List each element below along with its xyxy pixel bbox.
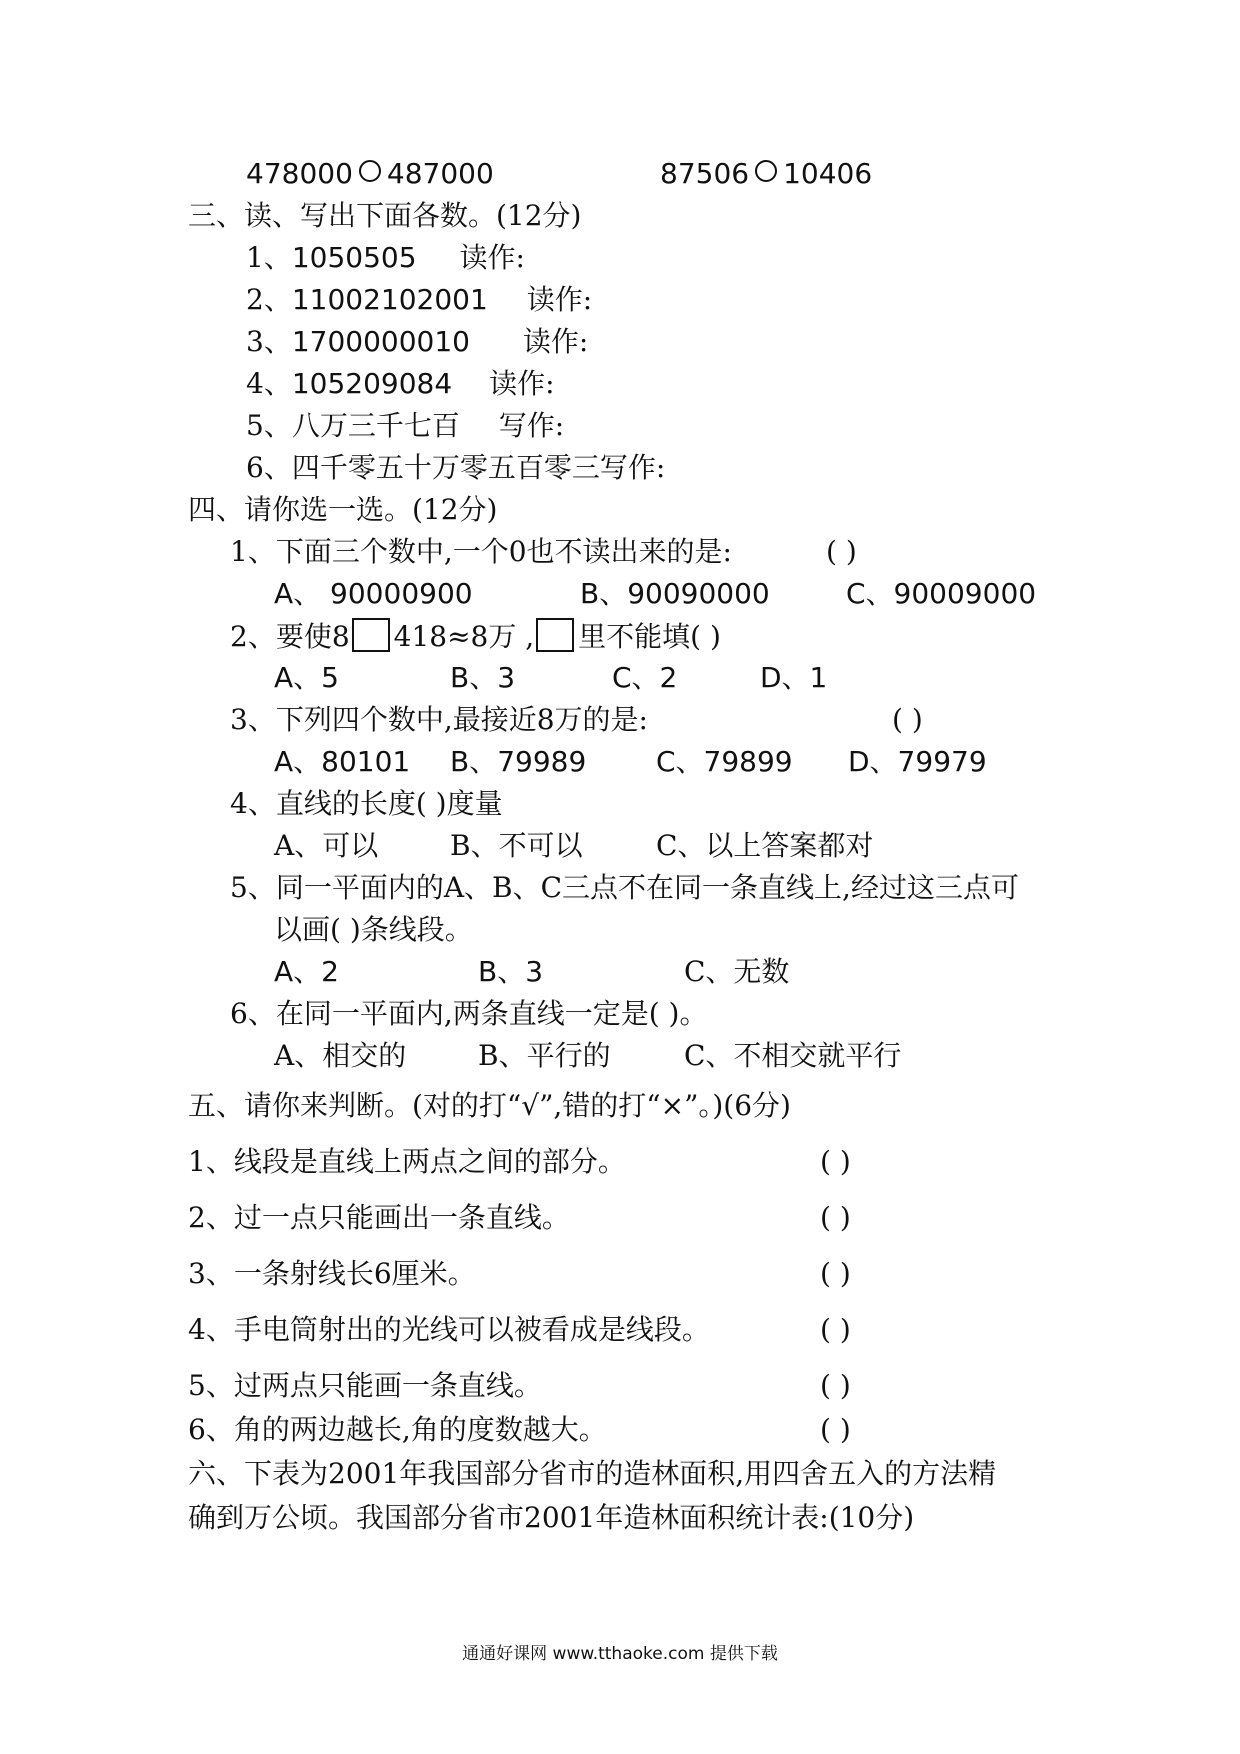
s5-item-1: 1、线段是直线上两点之间的部分。 [188,1145,626,1178]
s5-item-4: 4、手电筒射出的光线可以被看成是线段。 [188,1313,710,1346]
s4-q1-opt-b: B、90090000 [580,577,770,610]
s4-q4-opt-a: A、可以 [274,829,379,862]
s4-q6-text: 6、在同一平面内,两条直线一定是( )。 [230,997,708,1030]
s5-item-2: 2、过一点只能画出一条直线。 [188,1201,570,1234]
item-action: 读作: [522,325,589,358]
blank-box [352,618,390,652]
item-action: 读作: [459,241,525,274]
item-number: 5、 [246,409,292,442]
s4-q5-opt-c: C、无数 [684,955,790,988]
item-action: 写作: [599,451,666,484]
s3-item-3 [246,324,588,360]
s5-paren-4: ( ) [820,1313,851,1346]
item-value: 四千零五十万零五百零三 [291,451,600,484]
item-number: 3、 [246,325,292,358]
s4-q5-opt-b: B、3 [478,955,544,988]
s4-q5-text: 5、同一平面内的A、B、C三点不在同一条直线上,经过这三点可 [230,871,1019,904]
footer-credit: 通通好课网 www.tthaoke.com 提供下载 [462,1644,778,1664]
s4-q3-text: 3、下列四个数中,最接近8万的是: [230,703,648,736]
compare-left-b: 487000 [386,157,494,190]
s4-q2-opt-b: B、3 [450,661,516,694]
item-value: 1700000010 [291,325,470,358]
item-action: 读作: [489,367,555,400]
item-number: 4、 [246,367,292,400]
s5-item-6: 6、角的两边越长,角的度数越大。 [188,1413,607,1446]
s4-q4-opt-b: B、不可以 [450,829,583,862]
s3-item-6 [246,450,665,486]
s5-paren-5: ( ) [820,1369,851,1402]
section3-heading: 三、读、写出下面各数。(12分) [188,199,582,232]
compare-circle [755,160,777,182]
section6-line2: 确到万公顷。我国部分省市2001年造林面积统计表:(10分) [188,1501,915,1534]
item-value: 1050505 [291,241,417,274]
compare-left [246,156,494,192]
s4-q2-opt-c: C、2 [612,661,678,694]
s3-item-1 [246,240,525,276]
q2-part-c: 里不能填( ) [578,620,721,653]
s4-q3-paren: ( ) [892,703,923,736]
s4-q1-text: 1、下面三个数中,一个0也不读出来的是: [230,535,732,568]
section5-heading: 五、请你来判断。(对的打“√”,错的打“×”。)(6分) [188,1089,791,1122]
compare-right-b: 10406 [783,157,873,190]
s4-q2-text [230,618,721,655]
s4-q2-opt-a: A、5 [274,661,339,694]
s5-paren-6: ( ) [820,1413,851,1446]
s4-q1-opt-c: C、90009000 [846,577,1037,610]
s4-q1-paren: ( ) [826,535,857,568]
s4-q3-opt-a: A、80101 [274,745,411,778]
item-number: 1、 [246,241,292,274]
s4-q3-opt-b: B、79989 [450,745,587,778]
item-action: 读作: [526,283,593,316]
compare-circle [359,160,381,182]
item-action: 写作: [498,409,565,442]
s4-q6-opt-b: B、平行的 [478,1039,611,1072]
item-value: 11002102001 [291,283,488,316]
s5-paren-3: ( ) [820,1257,851,1290]
s4-q4-text: 4、直线的长度( )度量 [230,787,503,820]
item-number: 6、 [246,451,292,484]
s3-item-4 [246,366,555,402]
s4-q6-opt-a: A、相交的 [274,1039,407,1072]
q2-part-a: 2、要使8 [230,620,350,653]
section6-line1: 六、下表为2001年我国部分省市的造林面积,用四舍五入的方法精 [188,1457,997,1490]
s4-q5-text2: 以画( )条线段。 [274,913,473,946]
s4-q1-opt-a: A、 90000900 [274,577,473,610]
s4-q4-opt-c: C、以上答案都对 [656,829,874,862]
s3-item-5 [246,408,564,444]
s4-q6-opt-c: C、不相交就平行 [684,1039,902,1072]
s4-q3-opt-d: D、79979 [848,745,987,778]
compare-right [660,156,872,192]
item-value: 八万三千七百 [291,409,460,442]
item-number: 2、 [246,283,292,316]
compare-left-a: 478000 [246,157,353,190]
s4-q5-opt-a: A、2 [274,955,339,988]
section4-heading: 四、请你选一选。(12分) [188,493,498,526]
s5-item-5: 5、过两点只能画一条直线。 [188,1369,542,1402]
compare-right-a: 87506 [660,157,750,190]
blank-box [536,618,574,652]
s4-q2-opt-d: D、1 [760,661,828,694]
s5-paren-1: ( ) [820,1145,851,1178]
item-value: 105209084 [291,367,453,400]
s4-q3-opt-c: C、79899 [656,745,793,778]
s5-paren-2: ( ) [820,1201,851,1234]
s5-item-3: 3、一条射线长6厘米。 [188,1257,476,1290]
q2-part-b: 418≈8万 , [393,620,535,653]
s3-item-2 [246,282,592,318]
